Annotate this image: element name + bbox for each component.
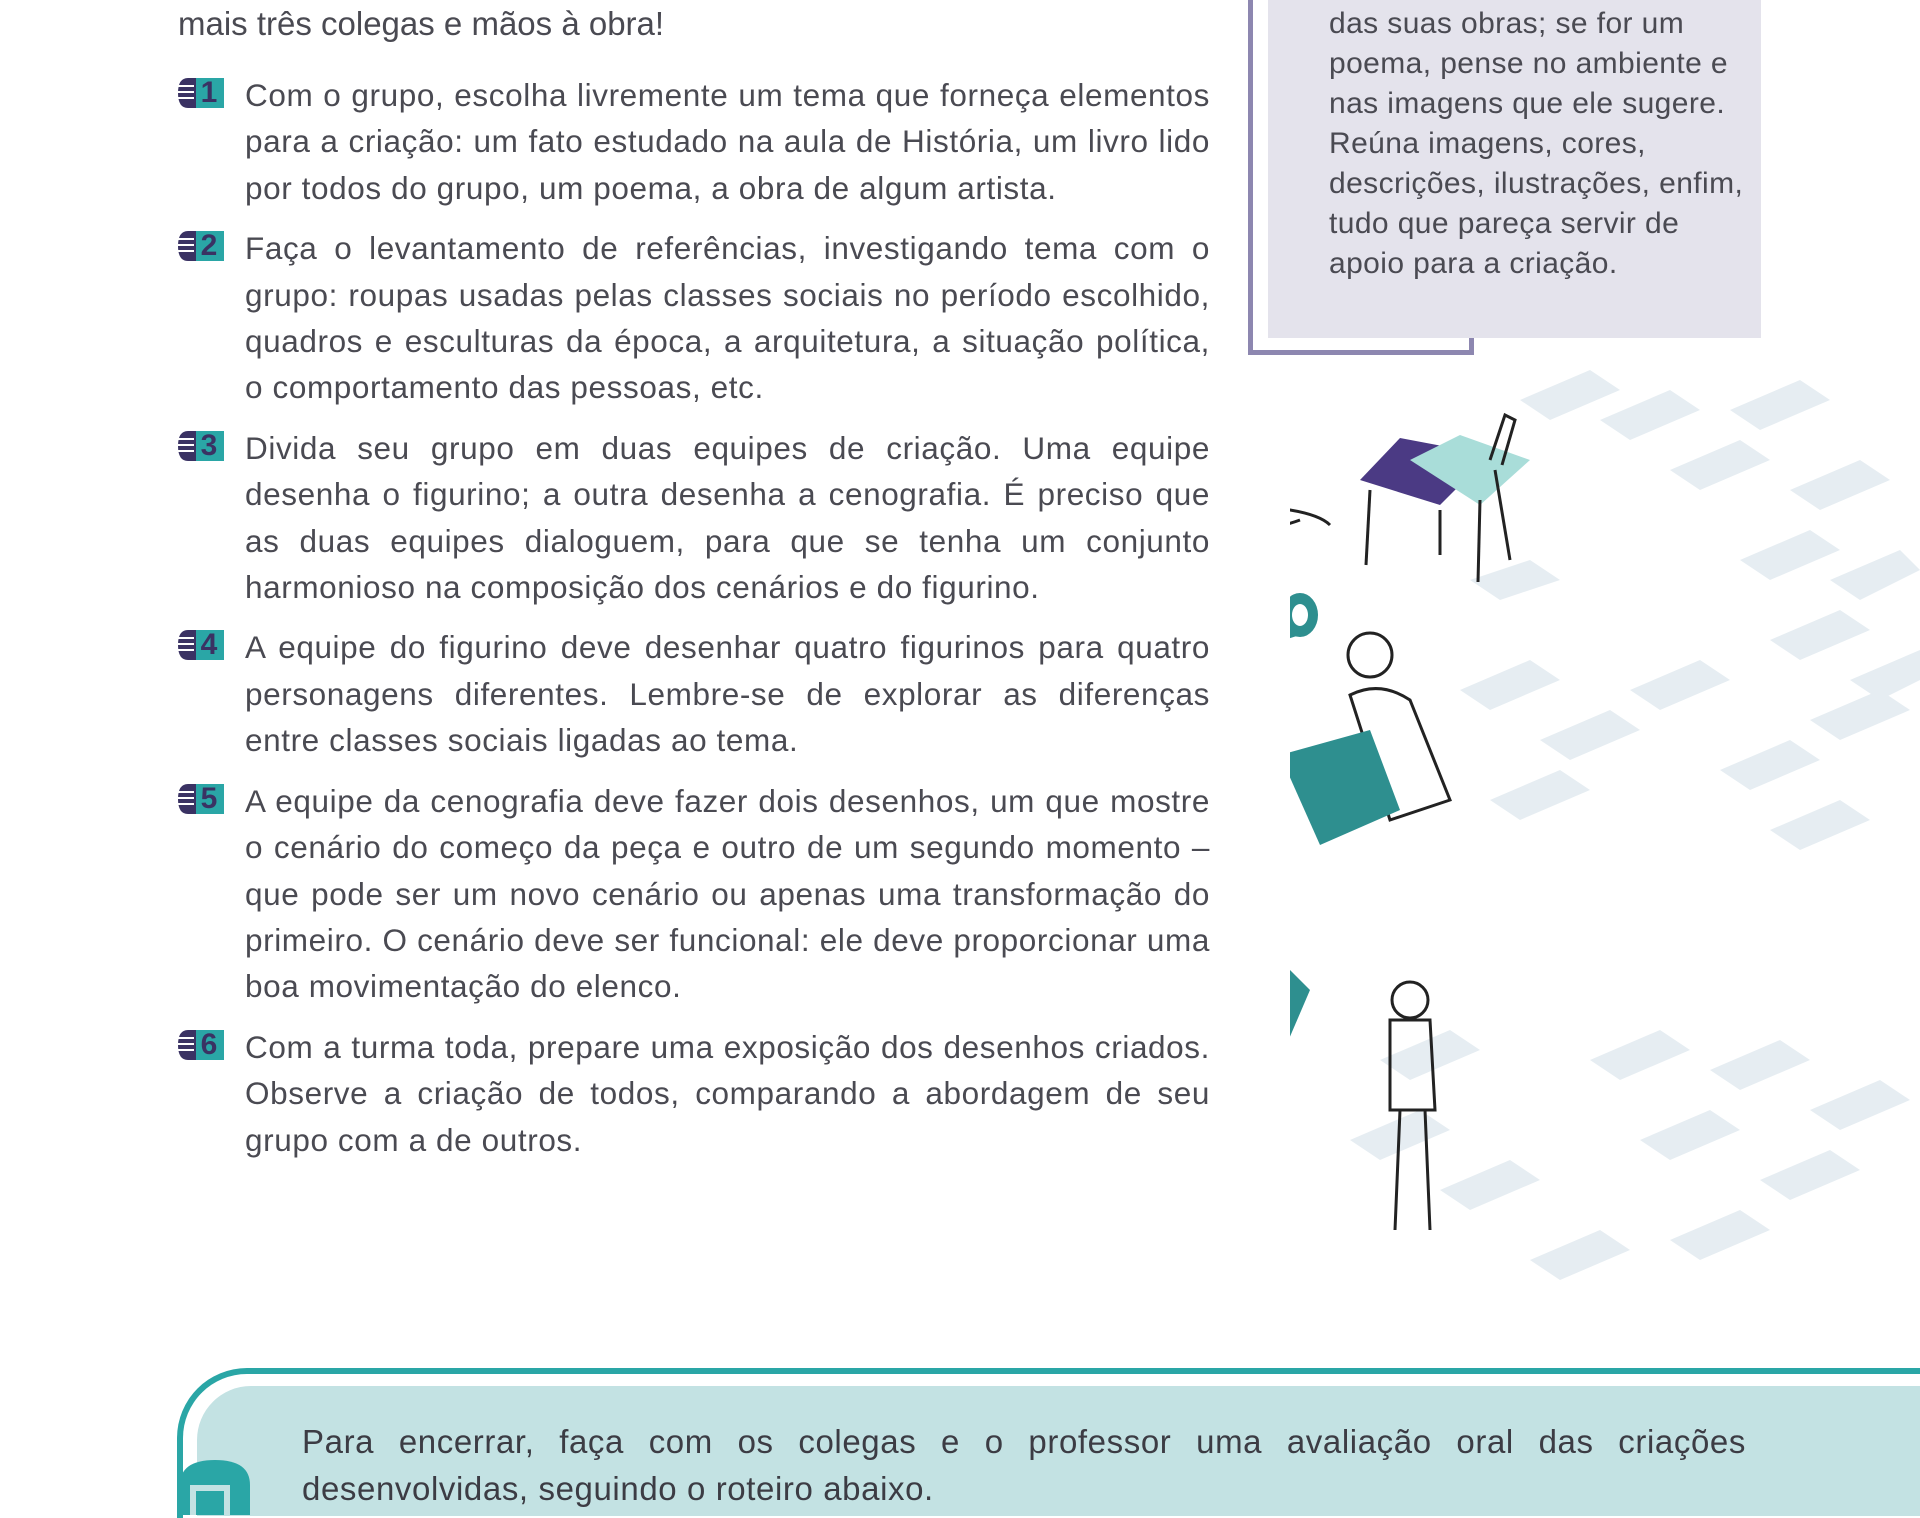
- step-text: Faça o levantamento de referências, investigando tema com o grupo: roupas usadas pelas classes sociais no período escolhido, quadros e esculturas da época, a arquitetura, a situação política, o comportamento das pessoas, etc.: [245, 230, 1210, 406]
- students-working-illustration: [1290, 360, 1920, 1300]
- seated-person: [1290, 388, 1330, 528]
- held-paper: [1290, 930, 1310, 1060]
- activity-steps: [178, 72, 1210, 1177]
- step-number-badge: [178, 229, 224, 263]
- step-number: 4: [200, 628, 218, 662]
- step-number: 2: [200, 229, 218, 263]
- step-item: [178, 425, 1210, 611]
- step-number-badge: [178, 1028, 224, 1062]
- step-item: [178, 624, 1210, 763]
- speech-icon: [160, 1455, 270, 1515]
- step-number-badge: [178, 628, 224, 662]
- floor-papers: [1350, 370, 1920, 1280]
- paper-sheet: [1290, 730, 1400, 845]
- step-text: Com o grupo, escolha livremente um tema que forneça elementos para a criação: um fato estudado na aula de História, um livro lido por todos do grupo, um poema, a obra de algum artista.: [245, 77, 1210, 206]
- step-item: [178, 1024, 1210, 1163]
- step-number: 1: [200, 76, 218, 109]
- step-item: [178, 778, 1210, 1010]
- step-item: [178, 72, 1210, 211]
- closing-text: Para encerrar, faça com os colegas e o professor uma avaliação oral das criações desenvolvidas, seguindo o roteiro abaixo.: [302, 1423, 1746, 1507]
- step-number: 5: [200, 781, 218, 815]
- step-text: A equipe do figurino deve desenhar quatro figurinos para quatro personagens diferentes. Lembre-se de explorar as diferenças entre classes sociais ligadas ao tema.: [245, 629, 1210, 759]
- step-number-badge: [178, 429, 224, 463]
- tape-roll: [1290, 593, 1318, 650]
- step-number-badge: [178, 76, 224, 110]
- intro-text: mais três colegas e mãos à obra!: [178, 5, 665, 42]
- tip-box: [1268, 0, 1761, 338]
- step-text: Com a turma toda, prepare uma exposição dos desenhos criados. Observe a criação de todos, comparando a abordagem de seu grupo com a de outros.: [245, 1028, 1210, 1158]
- tip-text: das suas obras; se for um poema, pense no ambiente e nas imagens que ele sugere. Reúna imagens, cores, descrições, ilustrações, enfim, tudo que pareça servir de apoio para a criação.: [1329, 7, 1744, 280]
- step-number: 6: [200, 1027, 218, 1061]
- step-item: [178, 225, 1210, 411]
- step-text: A equipe da cenografia deve fazer dois desenhos, um que mostre o cenário do começo da peça e outro de um segundo momento – que pode ser um novo cenário ou apenas uma transformação do primeiro. O cenário deve ser funcional: ele deve proporcionar uma boa movimentação do elenco.: [245, 782, 1210, 1005]
- table: [1360, 415, 1530, 582]
- step-number-badge: [178, 782, 224, 816]
- step-number: 3: [200, 428, 218, 462]
- step-text: Divida seu grupo em duas equipes de criação. Uma equipe desenha o figurino; a outra desenha a cenografia. É preciso que as duas equipes dialoguem, para que se tenha um conjunto harmonioso na composição dos cenários e do figurino.: [245, 429, 1210, 606]
